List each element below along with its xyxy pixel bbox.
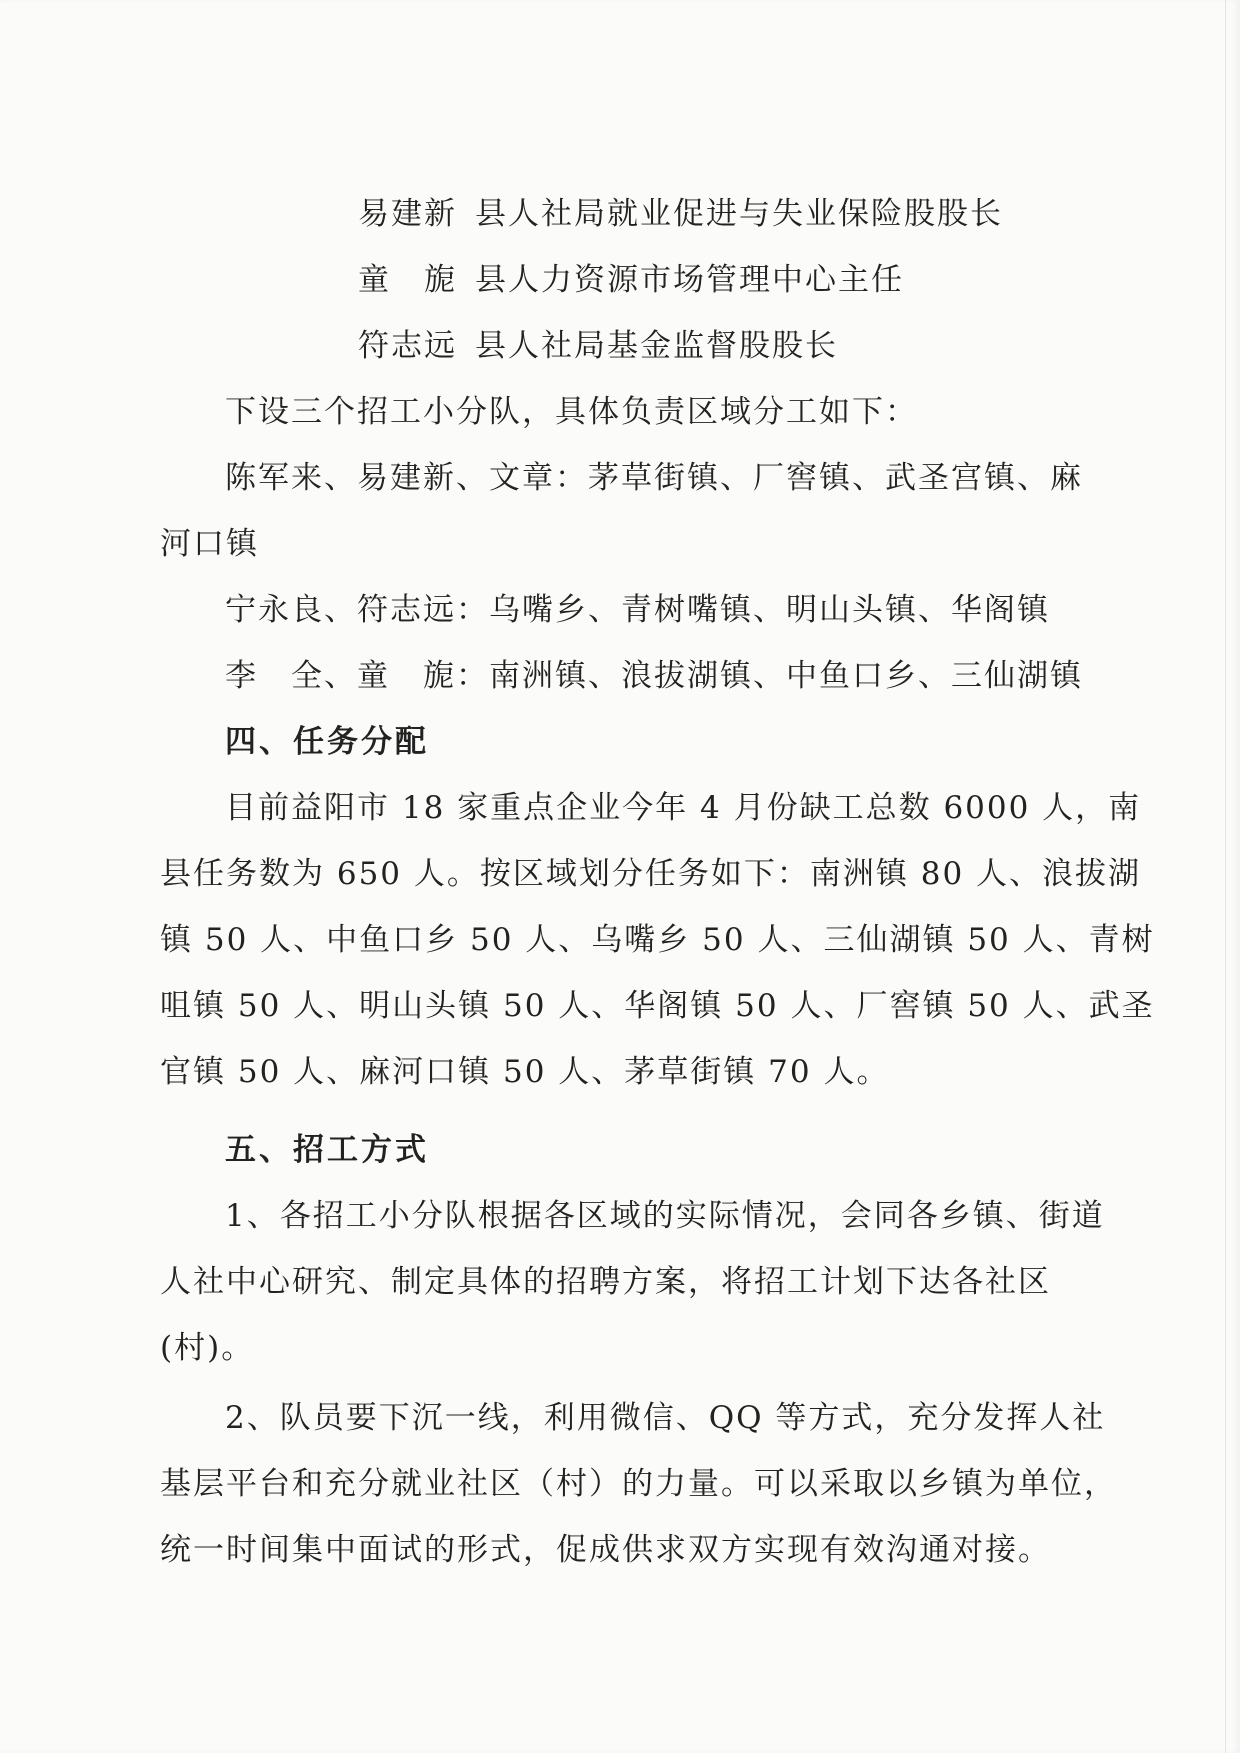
section5-item2-line: 统一时间集中面试的形式，促成供求双方实现有效沟通对接。 <box>160 1532 1051 1568</box>
team3-line: 李 全、童 旎：南洲镇、浪拔湖镇、中鱼口乡、三仙湖镇 <box>225 658 1083 694</box>
team2-line: 宁永良、符志远：乌嘴乡、青树嘴镇、明山头镇、华阁镇 <box>225 592 1050 628</box>
section4-heading: 四、任务分配 <box>225 724 429 760</box>
section4-line: 镇 50 人、中鱼口乡 50 人、乌嘴乡 50 人、三仙湖镇 50 人、青树 <box>160 922 1155 958</box>
section4-line: 目前益阳市 18 家重点企业今年 4 月份缺工总数 6000 人，南 <box>225 790 1142 826</box>
section5-item1-line: (村)。 <box>160 1330 255 1366</box>
member-name: 易建新 <box>358 196 457 232</box>
member-title: 县人社局就业促进与失业保险股股长 <box>475 196 1003 232</box>
section5-item1-line: 1、各招工小分队根据各区域的实际情况，会同各乡镇、街道 <box>225 1198 1105 1234</box>
member-title: 县人社局基金监督股股长 <box>475 328 838 364</box>
teams-intro: 下设三个招工小分队，具体负责区域分工如下： <box>225 394 918 430</box>
member-row <box>358 254 904 299</box>
section4-line: 官镇 50 人、麻河口镇 50 人、茅草街镇 70 人。 <box>160 1054 890 1090</box>
section4-line: 县任务数为 650 人。按区域划分任务如下：南洲镇 80 人、浪拔湖 <box>160 856 1142 892</box>
section5-item2-line: 基层平台和充分就业社区（村）的力量。可以采取以乡镇为单位， <box>160 1466 1117 1502</box>
team1-line2: 河口镇 <box>160 526 259 562</box>
member-row <box>358 320 838 365</box>
member-name: 童 旎 <box>358 262 457 298</box>
section5-heading: 五、招工方式 <box>225 1132 429 1168</box>
member-title: 县人力资源市场管理中心主任 <box>475 262 904 298</box>
member-name: 符志远 <box>358 328 457 364</box>
member-row <box>358 188 1003 233</box>
section5-item1-line: 人社中心研究、制定具体的招聘方案，将招工计划下达各社区 <box>160 1264 1051 1300</box>
section4-line: 咀镇 50 人、明山头镇 50 人、华阁镇 50 人、厂窖镇 50 人、武圣 <box>160 988 1155 1024</box>
section5-item2-line: 2、队员要下沉一线，利用微信、QQ 等方式，充分发挥人社 <box>225 1400 1106 1436</box>
team1-line1: 陈军来、易建新、文章：茅草街镇、厂窖镇、武圣宫镇、麻 <box>225 460 1083 496</box>
